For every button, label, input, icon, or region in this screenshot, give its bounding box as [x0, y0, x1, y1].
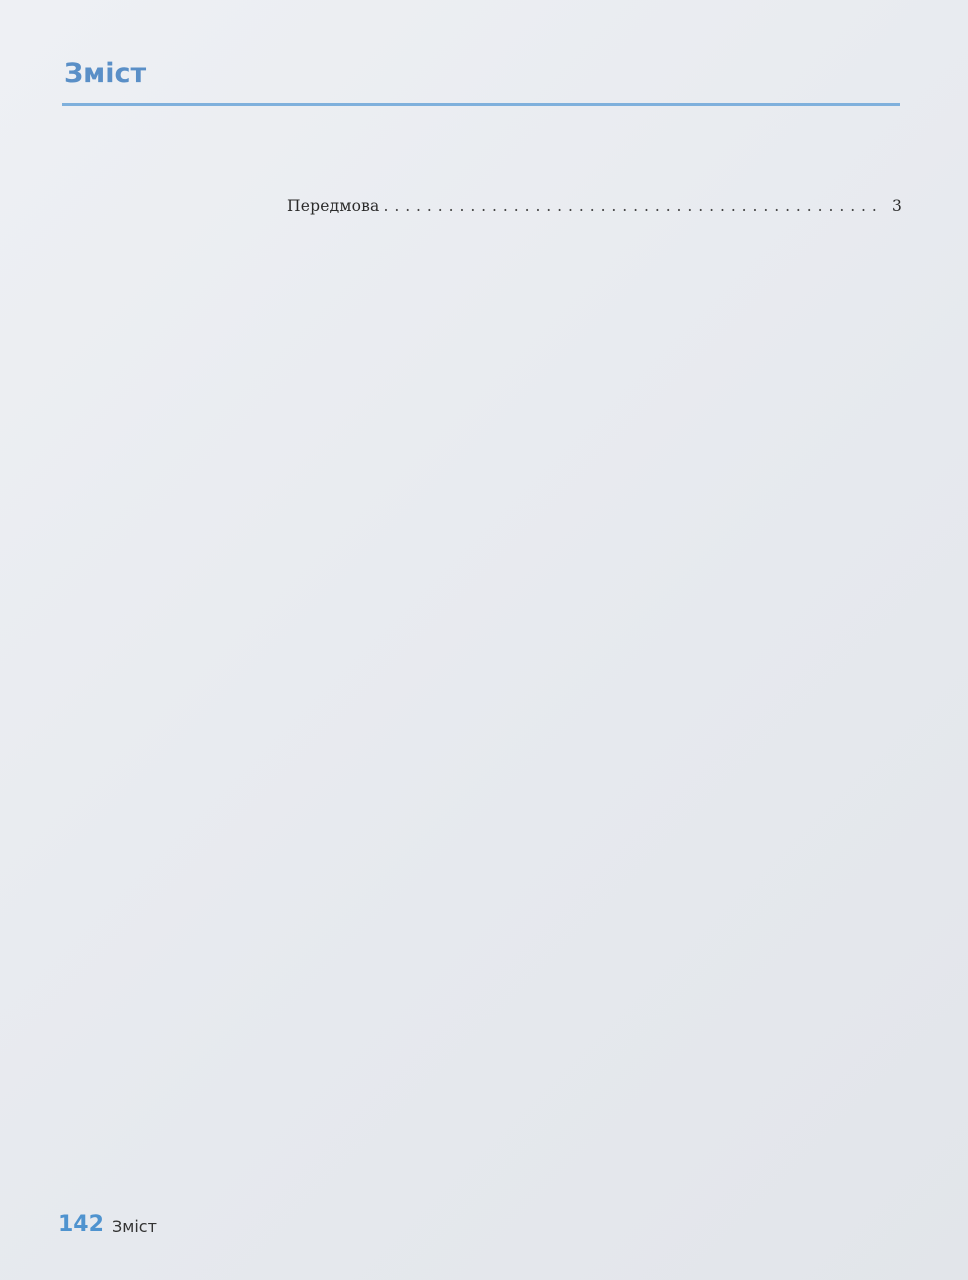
page-title: Зміст: [64, 58, 147, 89]
leader-dots: [383, 196, 876, 217]
footer-page-number: 142: [58, 1212, 104, 1237]
entry-text: [287, 196, 902, 217]
footer-label: Зміст: [112, 1217, 157, 1236]
page-number: 3: [891, 197, 902, 215]
title-divider: [62, 103, 900, 106]
entry-line: [287, 196, 902, 217]
toc-preface[interactable]: [287, 196, 902, 217]
entry-line-text: Передмова: [287, 197, 380, 215]
